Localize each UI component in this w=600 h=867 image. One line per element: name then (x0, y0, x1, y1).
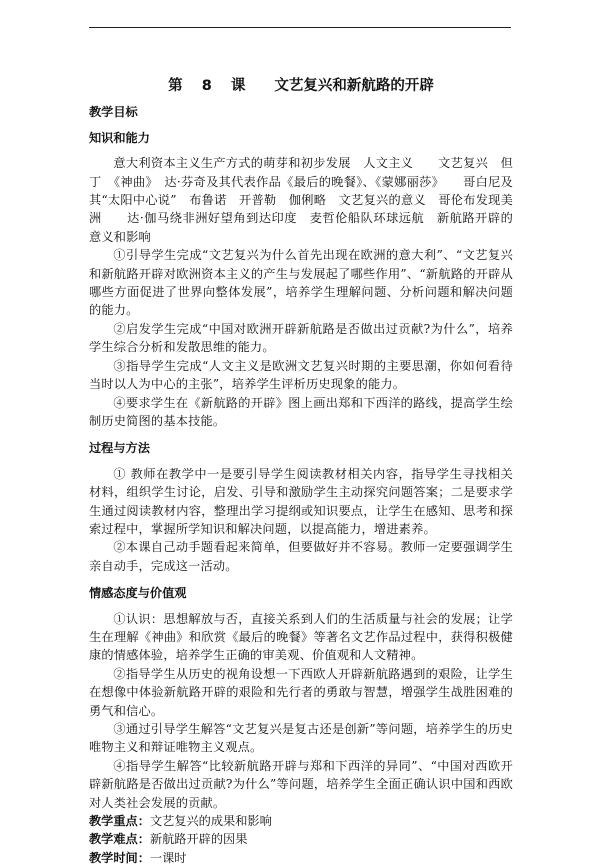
process-point: ②本课自己动手题看起来简单，但要做好并不容易。教师一定要强调学生亲自动手，完成这一活动。 (89, 540, 513, 573)
process-heading: 过程与方法 (89, 441, 150, 456)
lesson-title: 第 8 课 文艺复兴和新航路的开辟 (168, 78, 434, 94)
difficulty-label: 教学难点： (89, 832, 150, 847)
knowledge-point: ④要求学生在《新航路的开辟》图上画出郑和下西洋的路线，提高学生绘制历史简图的基本技能。 (89, 395, 513, 428)
knowledge-point: ②启发学生完成“中国对欧洲开辟新航路是否做出过贡献?为什么”，培养学生综合分析和发散思维的能力。 (89, 321, 513, 355)
key-point-label: 教学重点： (89, 814, 150, 829)
time-row (89, 849, 513, 867)
time-value: 一课时 (149, 850, 187, 865)
attitude-point: ①认识：思想解放与否，直接关系到人们的生活质量与社会的发展；让学生在理解《神曲》和欣赏《最后的晚餐》等著名文艺作品过程中，获得积极健康的情感体验，培养学生正确的审美观、价值观和人文精神。 (89, 611, 513, 663)
knowledge-point: ①引导学生完成“文艺复兴为什么首先出现在欧洲的意大利”、“文艺复兴和新航路开辟对欧洲资本主义的产生与发展起了哪些作用”、“新航路的开辟从哪些方面促进了世界向整体发展”，培养学生理解问题、分析问题和解决问题的能力。 (89, 248, 513, 318)
attitude-point: ③通过引导学生解答“文艺复兴是复古还是创新”等问题，培养学生的历史唯物主义和辩证唯物主义观点。 (89, 722, 513, 755)
objectives-heading: 教学目标 (89, 105, 138, 120)
difficulty-value: 新航路开辟的因果 (149, 832, 248, 847)
knowledge-point: ③指导学生完成“人文主义是欧洲文艺复兴时期的主要思潮，你如何看待当时以人为中心的主张”，培养学生评析历史现象的能力。 (89, 358, 513, 392)
attitude-heading: 情感态度与价值观 (89, 586, 187, 601)
time-label: 教学时间： (89, 850, 150, 865)
knowledge-list: 意大利资本主义生产方式的萌芽和初步发展 人文主义 文艺复兴 但丁 《神曲》 达·芬奇及其代表作品《最后的晚餐》、《蒙娜丽莎》 哥白尼及其“太阳中心说” 布鲁诺 开普勒 伽俐略 文艺复兴的意义 哥伦布发现美洲 达·伽马绕非洲好望角到达印度 麦哲伦船队环球远航 新航路开辟的意义和影响 (89, 156, 513, 244)
difficulty-row (89, 830, 513, 848)
header-rule (89, 27, 511, 28)
attitude-point: ④指导学生解答“比较新航路开辟与郑和下西洋的异同”、“中国对西欧开辟新航路是否做出过贡献?为什么”等问题，培养学生全面正确认识中国和西欧对人类社会发展的贡献。 (89, 758, 513, 810)
lesson-page (89, 77, 513, 867)
knowledge-heading: 知识和能力 (89, 130, 150, 145)
process-point: ① 教师在教学中一是要引导学生阅读教材相关内容，指导学生寻找相关材料，组织学生讨论，启发、引导和激励学生主动探究问题答案；二是要求学生通过阅读教材内容，整理出学习提纲或知识要点，让学生在感知、思考和探索过程中，掌握所学知识和解决问题，以提高能力，增进素养。 (89, 466, 513, 536)
key-point-value: 文艺复兴的成果和影响 (149, 814, 272, 829)
key-point-row (89, 812, 513, 830)
attitude-point: ②指导学生从历史的视角设想一下西欧人开辟新航路遇到的艰险，让学生在想像中体验新航路开辟的艰险和先行者的勇敢与智慧，增强学生战胜困难的勇气和信心。 (89, 666, 513, 718)
